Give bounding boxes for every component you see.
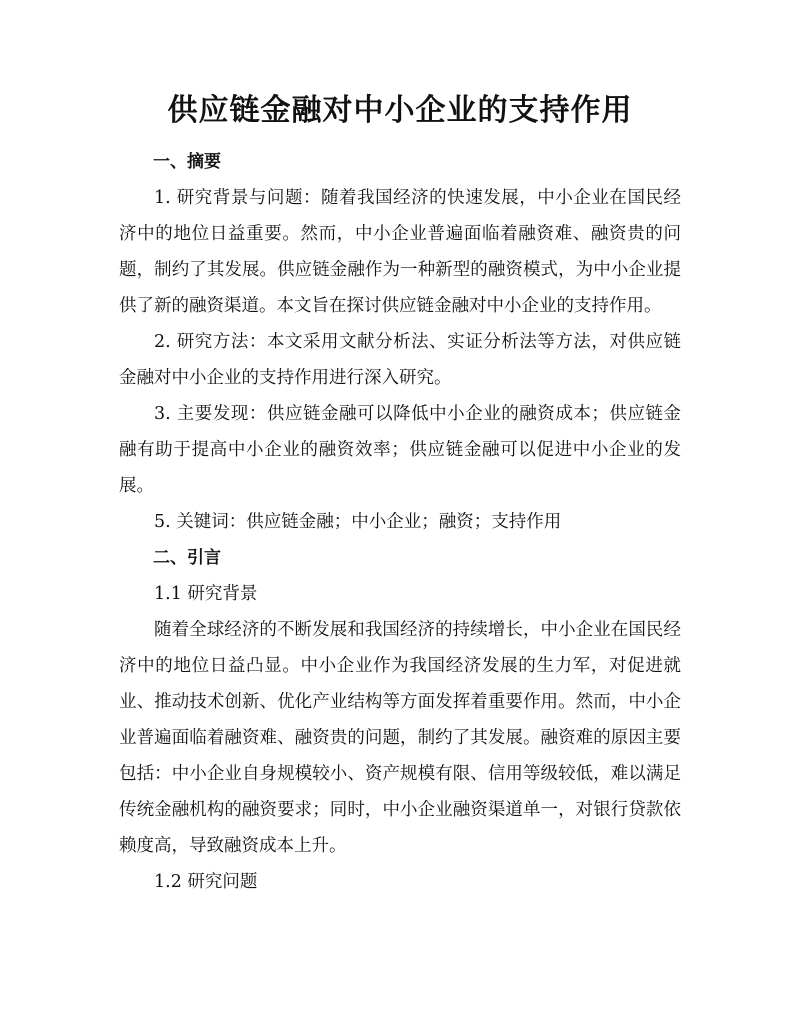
introduction-paragraph: 随着全球经济的不断发展和我国经济的持续增长，中小企业在国民经济中的地位日益凸显。中小企业作为我国经济发展的生力军，对促进就业、推动技术创新、优化产业结构等方面发挥着重要作用。然而，中小企业普遍面临着融资难、融资贵的问题，制约了其发展。融资难的原因主要包括：中小企业自身规模较小、资产规模有限、信用等级较低，难以满足传统金融机构的融资要求；同时，中小企业融资渠道单一，对银行贷款依赖度高，导致融资成本上升。 — [119, 620, 681, 856]
subsection-heading-question: 1.2 研究问题 — [154, 872, 258, 892]
subsection-heading-background: 1.1 研究背景 — [154, 584, 258, 604]
abstract-paragraph-keywords: 5. 关键词：供应链金融；中小企业；融资；支持作用 — [154, 512, 562, 532]
document-title: 供应链金融对中小企业的支持作用 — [167, 93, 633, 128]
abstract-paragraph-background: 1. 研究背景与问题：随着我国经济的快速发展，中小企业在国民经济中的地位日益重要。然而，中小企业普遍面临着融资难、融资贵的问题，制约了其发展。供应链金融作为一种新型的融资模式，为中小企业提供了新的融资渠道。本文旨在探讨供应链金融对中小企业的支持作用。 — [119, 188, 681, 316]
abstract-paragraph-method: 2. 研究方法：本文采用文献分析法、实证分析法等方法，对供应链金融对中小企业的支持作用进行深入研究。 — [119, 332, 681, 388]
section-heading-introduction: 二、引言 — [153, 548, 221, 568]
abstract-paragraph-findings: 3. 主要发现：供应链金融可以降低中小企业的融资成本；供应链金融有助于提高中小企业的融资效率；供应链金融可以促进中小企业的发展。 — [119, 404, 681, 496]
section-heading-abstract: 一、摘要 — [153, 152, 221, 172]
